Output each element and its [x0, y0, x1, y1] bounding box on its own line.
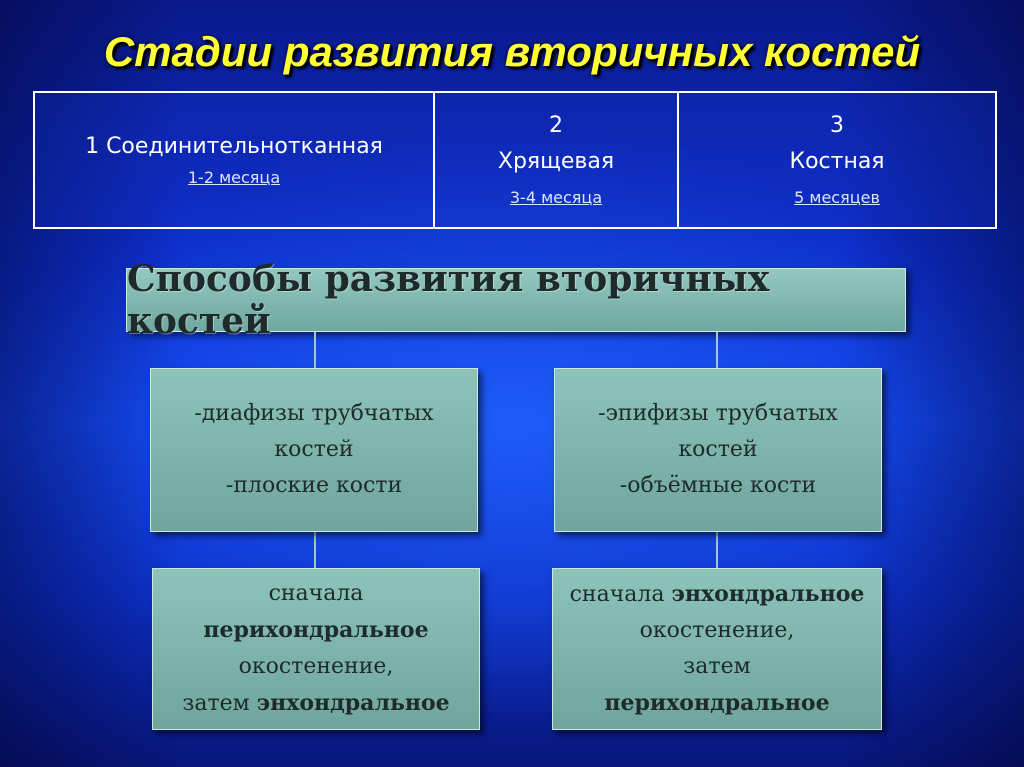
connector-right-bottom: [716, 532, 718, 568]
left-ossification-box: [152, 568, 480, 730]
right-order-first: энхондральное: [671, 581, 865, 607]
right-order-first-prefix: сначала: [569, 582, 665, 607]
stage-3-duration[interactable]: 5 месяцев: [794, 188, 880, 207]
right-order-then-prefix: затем: [683, 654, 751, 679]
stage-3-name: Костная: [789, 149, 885, 174]
connector-left-bottom: [314, 532, 316, 568]
right-type-line-2: костей: [678, 437, 758, 462]
connector-left-top: [314, 332, 316, 368]
stage-1-name: 1 Соединительнотканная: [85, 134, 383, 159]
right-ossification-box: [552, 568, 882, 730]
stage-1-cell: [35, 93, 433, 227]
left-type-line-3: -плоские кости: [225, 473, 403, 498]
stage-3-number: 3: [830, 113, 844, 138]
right-bone-types-box: [554, 368, 882, 532]
stage-2-number: 2: [549, 113, 563, 138]
stage-3-cell: [677, 93, 995, 227]
left-type-line-2: костей: [274, 437, 354, 462]
methods-title-box: Способы развития вторичных костей: [126, 268, 906, 332]
left-order-then: энхондральное: [256, 690, 450, 716]
right-order-then: перихондральное: [604, 690, 830, 716]
stage-2-name: Хрящевая: [497, 149, 615, 174]
slide-title: Стадии развития вторичных костей: [103, 28, 921, 75]
right-type-line-3: -объёмные кости: [619, 473, 817, 498]
connector-right-top: [716, 332, 718, 368]
left-order-first-prefix: сначала: [268, 581, 364, 606]
right-order-middle: окостенение,: [639, 618, 795, 643]
left-bone-types-box: [150, 368, 478, 532]
left-order-middle: окостенение,: [238, 654, 394, 679]
stage-2-duration[interactable]: 3-4 месяца: [509, 188, 603, 207]
stages-table: [33, 91, 997, 229]
right-type-line-1: -эпифизы трубчатых: [598, 401, 838, 426]
left-order-first: перихондральное: [203, 617, 429, 643]
left-type-line-1: -диафизы трубчатых: [194, 401, 434, 426]
left-order-then-prefix: затем: [182, 691, 250, 716]
stage-2-cell: [433, 93, 677, 227]
stage-1-duration[interactable]: 1-2 месяца: [187, 168, 281, 187]
